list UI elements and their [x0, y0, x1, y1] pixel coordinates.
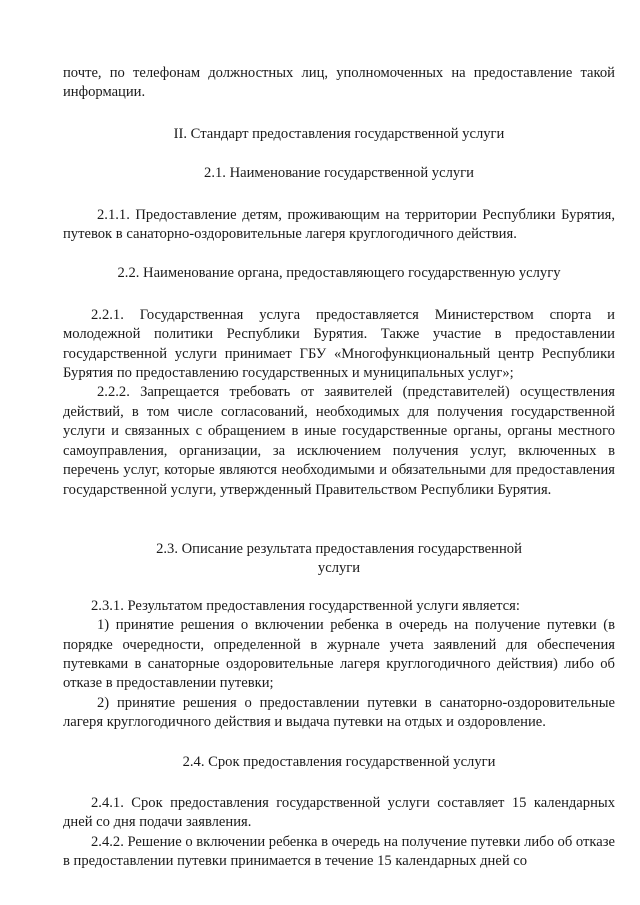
list-item-2-3-1-1: 1) принятие решения о включении ребенка в очередь на получение путевки (в порядке очередности, определенной в журнале учета заявлений для обеспечения путевками в санаторные оздоровительные лагеря круглогодичного действия) либо об отказе в предоставлении путевки; — [63, 617, 615, 692]
document-page — [63, 64, 615, 872]
subsection-heading-2-1: 2.1. Наименование государственной услуги — [204, 165, 474, 182]
paragraph-2-4-2: 2.4.2. Решение о включении ребенка в очередь на получение путевки либо об отказе в предоставлении путевки принимается в течение 15 календарных дней со — [63, 833, 615, 870]
intro-paragraph: почте, по телефонам должностных лиц, уполномоченных на предоставление такой информации. — [63, 65, 615, 101]
subsection-heading-2-3-cont: услуги — [317, 560, 361, 577]
subsection-heading-2-3: 2.3. Описание результата предоставления государственной — [156, 540, 522, 557]
paragraph-2-3-1: 2.3.1. Результатом предоставления государственной услуги является: — [91, 597, 520, 614]
paragraph-2-2-1: 2.2.1. Государственная услуга предоставляется Министерством спорта и молодежной политики Республики Бурятия. Также участие в предоставлении государственной услуги принимает ГБУ «Многофункциональный центр Республики Бурятия по предоставлению государственных и муниципальных услуг»; — [63, 306, 615, 382]
paragraph-2-4-1: 2.4.1. Срок предоставления государственной услуги составляет 15 календарных дней со дня подачи заявления. — [63, 794, 615, 831]
paragraph-2-1-1: 2.1.1. Предоставление детям, проживающим на территории Республики Бурятия, путевок в санаторно-оздоровительные лагеря круглогодичного действия. — [63, 206, 615, 243]
paragraph-2-2-2: 2.2.2. Запрещается требовать от заявителей (представителей) осуществления действий, в том числе согласований, необходимых для получения государственной услуги и связанных с обращением в иные государственные органы, органы местного самоуправления, организации, за исключением получения услуг, включенных в перечень услуг, которые являются необходимыми и обязательными для предоставления государственной услуги, утвержденный Правительством Республики Бурятия. — [63, 384, 615, 498]
subsection-heading-2-4: 2.4. Срок предоставления государственной услуги — [182, 753, 496, 770]
list-item-2-3-1-2: 2) принятие решения о предоставлении путевки в санаторно-оздоровительные лагеря круглогодичного действия и выдача путевки на отдых и оздоровление. — [63, 694, 615, 731]
section-heading: II. Стандарт предоставления государственной услуги — [173, 125, 505, 142]
subsection-heading-2-2: 2.2. Наименование органа, предоставляющего государственную услугу — [117, 265, 561, 282]
